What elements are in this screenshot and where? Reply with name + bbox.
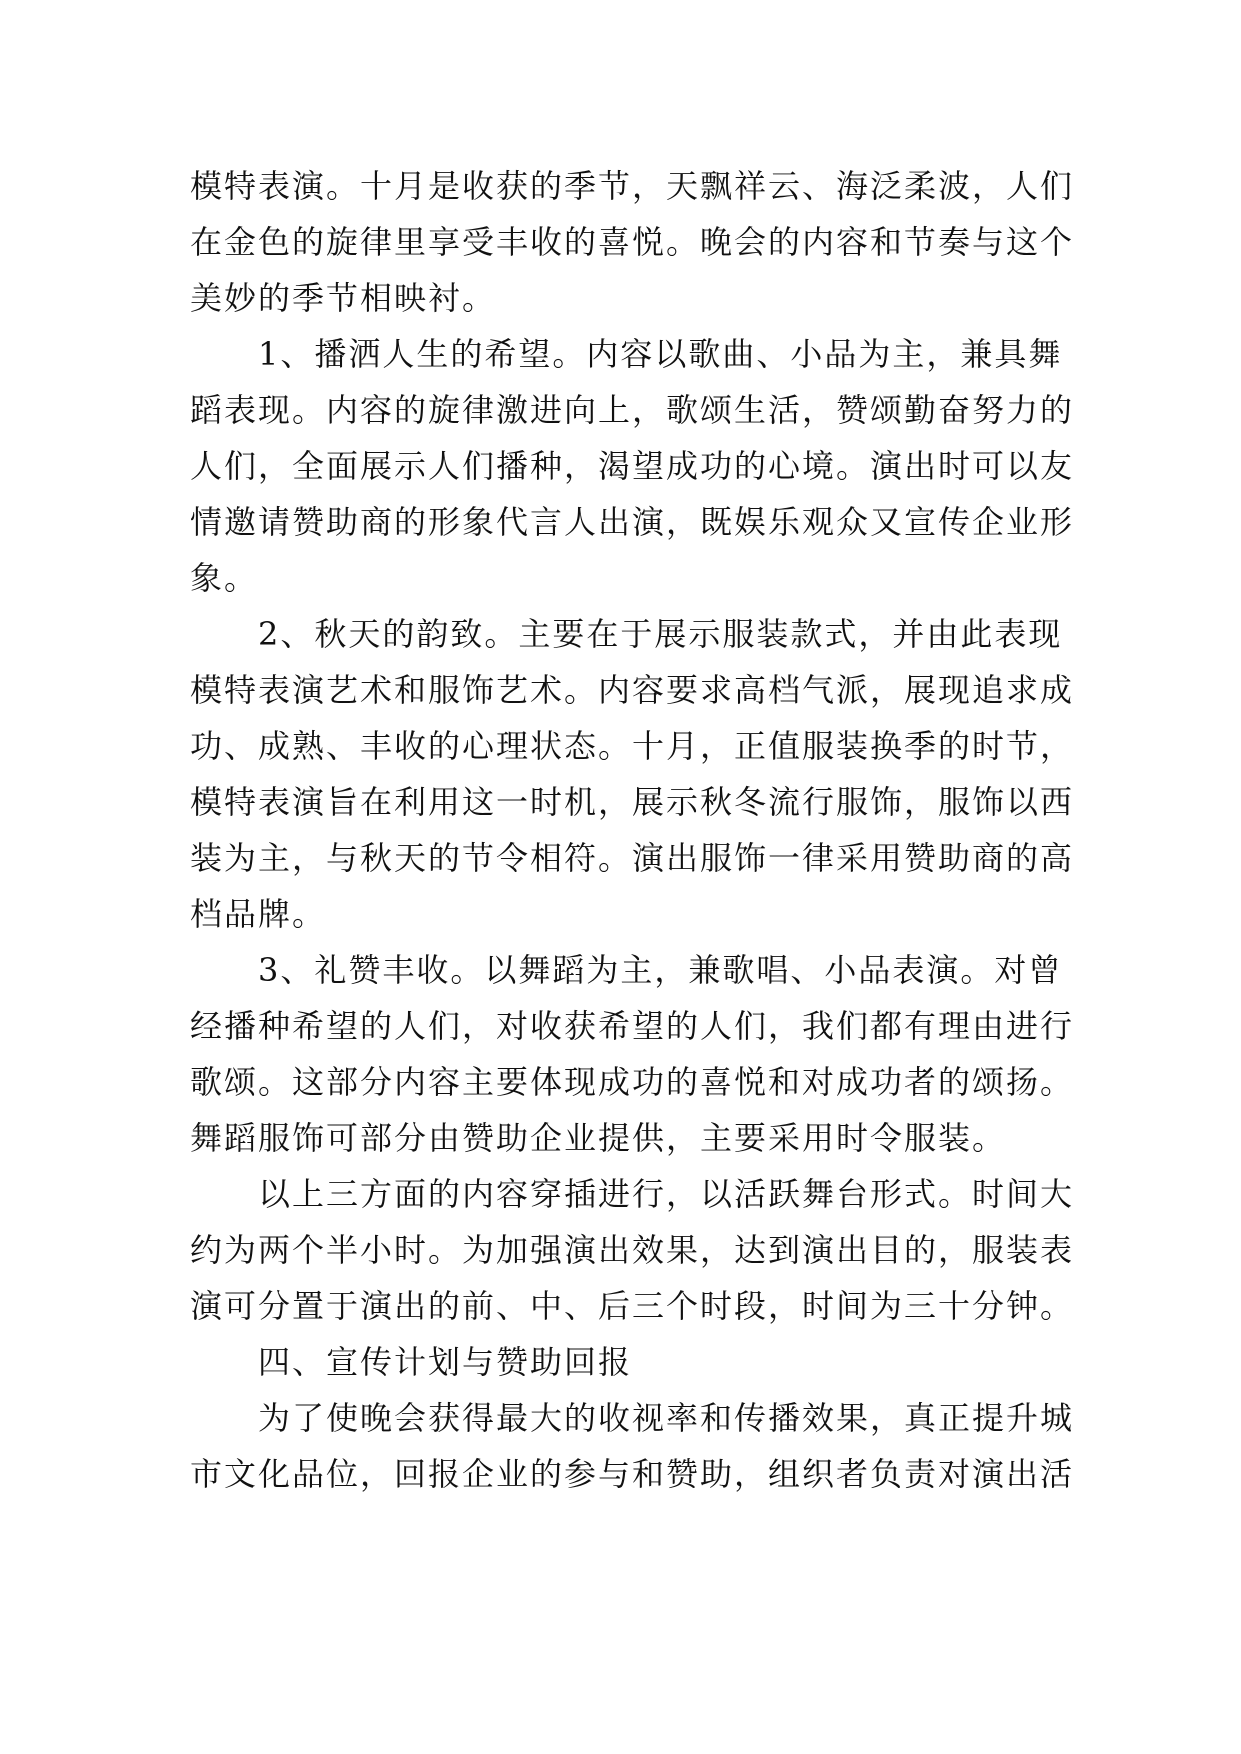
text-line: 装为主，与秋天的节令相符。演出服饰一律采用赞助商的高 (190, 839, 1075, 877)
text-line: 档品牌。 (190, 895, 327, 933)
text-line: 象。 (190, 559, 259, 597)
text-line: 模特表演。十月是收获的季节，天飘祥云、海泛柔波，人们 (190, 167, 1075, 205)
text-line: 歌颂。这部分内容主要体现成功的喜悦和对成功者的颂扬。 (190, 1063, 1075, 1101)
document-body (190, 158, 1075, 1502)
text-line: 模特表演艺术和服饰艺术。内容要求高档气派，展现追求成 (190, 671, 1075, 709)
text-line: 模特表演旨在利用这一时机，展示秋冬流行服饰，服饰以西 (190, 783, 1075, 821)
text-line: 功、成熟、丰收的心理状态。十月，正值服装换季的时节， (190, 727, 1075, 765)
text-line: 情邀请赞助商的形象代言人出演，既娱乐观众又宣传企业形 (190, 503, 1075, 541)
text-line: 市文化品位，回报企业的参与和赞助，组织者负责对演出活 (190, 1455, 1075, 1493)
text-line: 舞蹈服饰可部分由赞助企业提供，主要采用时令服装。 (190, 1119, 1007, 1157)
text-line: 演可分置于演出的前、中、后三个时段，时间为三十分钟。 (190, 1287, 1075, 1325)
paragraph-start-line: 1、播洒人生的希望。内容以歌曲、小品为主，兼具舞 (258, 335, 1063, 373)
paragraph-start-line: 3、礼赞丰收。以舞蹈为主，兼歌唱、小品表演。对曾 (258, 951, 1063, 989)
text-line: 人们，全面展示人们播种，渴望成功的心境。演出时可以友 (190, 447, 1075, 485)
text-line: 美妙的季节相映衬。 (190, 279, 497, 317)
paragraph-start-line: 以上三方面的内容穿插进行，以活跃舞台形式。时间大 (258, 1175, 1075, 1213)
text-line: 经播种希望的人们，对收获希望的人们，我们都有理由进行 (190, 1007, 1075, 1045)
paragraph-start-line: 为了使晚会获得最大的收视率和传播效果，真正提升城 (258, 1399, 1075, 1437)
section-heading: 四、宣传计划与赞助回报 (258, 1343, 633, 1381)
text-line: 约为两个半小时。为加强演出效果，达到演出目的，服装表 (190, 1231, 1075, 1269)
text-line: 在金色的旋律里享受丰收的喜悦。晚会的内容和节奏与这个 (190, 223, 1075, 261)
text-line: 蹈表现。内容的旋律激进向上，歌颂生活，赞颂勤奋努力的 (190, 391, 1075, 429)
paragraph-start-line: 2、秋天的韵致。主要在于展示服装款式，并由此表现 (258, 615, 1063, 653)
